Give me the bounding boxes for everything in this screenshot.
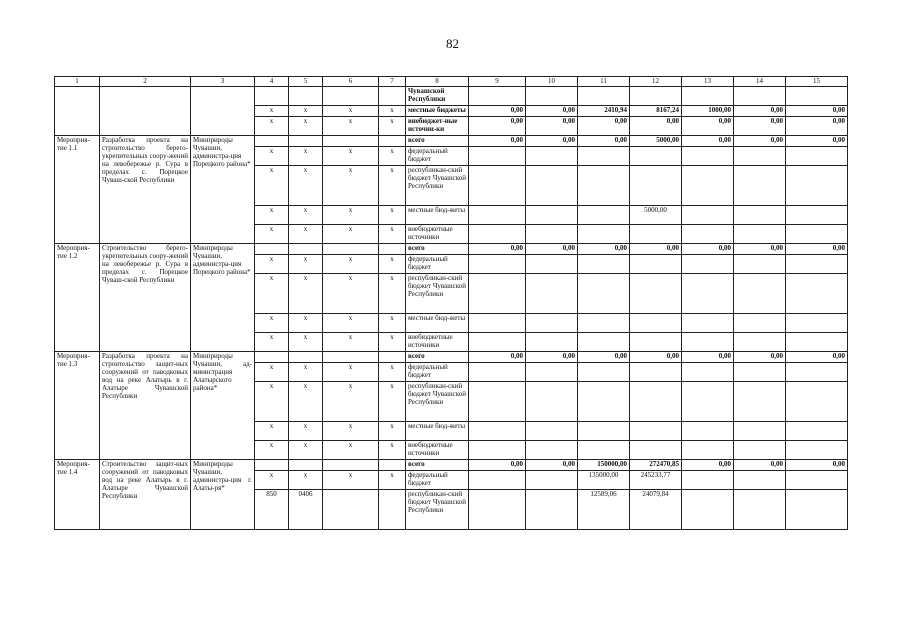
empty-cell [100,87,191,136]
amount-cell [630,363,682,382]
amount-cell [734,274,786,314]
funding-source-cell: внебюджет-ные источни-ки [406,117,469,136]
amount-cell [786,87,848,106]
amount-cell: 0,00 [526,460,578,471]
executor-cell: Минприроды Чувашии, администра-ция Порецкого района* [191,136,255,244]
table-row [55,244,848,255]
table-row [55,136,848,147]
funding-source-cell: местные бюд-жеты [406,422,469,441]
amount-cell [734,314,786,333]
code-cell: x [289,147,323,166]
funding-source-cell: внебюджетные источники [406,225,469,244]
amount-cell [682,225,734,244]
amount-cell [734,147,786,166]
amount-cell [682,441,734,460]
amount-cell: 0,00 [578,136,630,147]
amount-cell [469,274,526,314]
empty-cell [55,87,100,136]
code-cell: x [379,441,406,460]
event-name-cell: Разработка проекта на строительство берего-укрепительных соору-жений на левобережье р. Сура в пределах с. Порецкое Чуваш-ской Республики [100,136,191,244]
amount-cell: 0,00 [469,244,526,255]
amount-cell: 245233,77 [630,471,682,490]
funding-source-cell: всего [406,352,469,363]
amount-cell [526,166,578,206]
code-cell: x [323,225,379,244]
amount-cell [682,490,734,530]
amount-cell [630,441,682,460]
amount-cell: 0,00 [526,106,578,117]
amount-cell [526,333,578,352]
amount-cell [786,422,848,441]
code-cell: x [323,382,379,422]
code-cell: x [255,382,289,422]
amount-cell: 0,00 [786,136,848,147]
amount-cell [734,363,786,382]
amount-cell [786,363,848,382]
table-body [55,77,848,530]
amount-cell: 0,00 [469,352,526,363]
amount-cell: 0,00 [734,460,786,471]
code-cell: x [379,166,406,206]
code-cell [379,352,406,363]
funding-source-cell: федеральный бюджет [406,147,469,166]
column-number-7: 7 [379,77,406,87]
column-number-2: 2 [100,77,191,87]
amount-cell: 0,00 [469,106,526,117]
amount-cell [578,363,630,382]
amount-cell [682,147,734,166]
code-cell: x [379,106,406,117]
column-number-5: 5 [289,77,323,87]
amount-cell [526,274,578,314]
amount-cell [786,255,848,274]
code-cell: x [323,166,379,206]
amount-cell [786,274,848,314]
amount-cell [526,314,578,333]
code-cell: x [255,106,289,117]
code-cell: x [323,441,379,460]
amount-cell [578,225,630,244]
code-cell: x [289,314,323,333]
amount-cell [734,490,786,530]
event-name-cell: Строительство берего-укрепительных соору-жений на левобережье р. Сура в пределах с. Порецкое Чуваш-ской Республики [100,244,191,352]
code-cell: x [289,471,323,490]
code-cell [255,136,289,147]
code-cell: x [289,206,323,225]
code-cell: x [379,255,406,274]
event-name-cell: Строительство защит-ных сооружений от паводковых вод на реке Алатырь в г. Алатыре Чувашской Республики [100,460,191,530]
amount-cell: 0,00 [578,244,630,255]
amount-cell [734,441,786,460]
amount-cell: 0,00 [578,117,630,136]
code-cell: x [323,333,379,352]
funding-source-cell: местные бюджеты [406,106,469,117]
amount-cell [578,206,630,225]
amount-cell: 0,00 [734,352,786,363]
code-cell: x [255,117,289,136]
amount-cell: 0,00 [734,106,786,117]
amount-cell [469,441,526,460]
code-cell [379,87,406,106]
amount-cell: 0,00 [682,352,734,363]
code-cell: x [379,147,406,166]
code-cell: x [289,166,323,206]
amount-cell [469,422,526,441]
amount-cell: 8167,24 [630,106,682,117]
code-cell [379,490,406,530]
amount-cell [630,225,682,244]
amount-cell [682,422,734,441]
amount-cell: 0,00 [469,460,526,471]
column-number-13: 13 [682,77,734,87]
amount-cell: 0,00 [526,117,578,136]
code-cell: x [379,225,406,244]
funding-source-cell: республикан-ский бюджет Чувашской Республики [406,274,469,314]
amount-cell [469,166,526,206]
amount-cell [578,255,630,274]
code-cell: x [289,106,323,117]
amount-cell: 24079,84 [630,490,682,530]
amount-cell [786,225,848,244]
funding-source-cell: республикан-ский бюджет Чувашской Республики [406,490,469,530]
amount-cell [786,471,848,490]
amount-cell: 0,00 [786,244,848,255]
event-number-cell: Мероприя-тие 1.2 [55,244,100,352]
code-cell: x [379,274,406,314]
amount-cell [526,471,578,490]
code-cell: x [323,314,379,333]
amount-cell [734,471,786,490]
amount-cell [786,206,848,225]
code-cell: x [323,471,379,490]
amount-cell [469,147,526,166]
executor-cell: Минприроды Чувашии, администра-ция г. Алаты-ря* [191,460,255,530]
amount-cell [786,314,848,333]
code-cell: x [255,147,289,166]
code-cell [323,136,379,147]
amount-cell [578,441,630,460]
code-cell: x [379,314,406,333]
code-cell: x [379,117,406,136]
code-cell: x [255,225,289,244]
amount-cell [630,274,682,314]
code-cell: x [255,363,289,382]
column-number-12: 12 [630,77,682,87]
page-number: 82 [446,36,459,51]
event-number-cell: Мероприя-тие 1.3 [55,352,100,460]
amount-cell: 0,00 [578,352,630,363]
code-cell: x [323,106,379,117]
amount-cell [682,382,734,422]
amount-cell: 0,00 [734,117,786,136]
amount-cell [578,87,630,106]
amount-cell [526,147,578,166]
empty-cell [191,87,255,136]
code-cell [255,244,289,255]
amount-cell [682,206,734,225]
amount-cell: 135000,00 [578,471,630,490]
column-number-10: 10 [526,77,578,87]
column-number-9: 9 [469,77,526,87]
amount-cell [526,422,578,441]
amount-cell: 0,00 [786,117,848,136]
code-cell [289,244,323,255]
amount-cell: 12589,06 [578,490,630,530]
amount-cell [469,255,526,274]
code-cell: x [379,422,406,441]
code-cell [289,352,323,363]
amount-cell [469,490,526,530]
amount-cell: 0,00 [630,244,682,255]
code-cell [323,87,379,106]
code-cell: x [289,274,323,314]
amount-cell [469,87,526,106]
column-number-14: 14 [734,77,786,87]
amount-cell [786,333,848,352]
funding-source-cell: федеральный бюджет [406,363,469,382]
funding-source-cell: всего [406,244,469,255]
code-cell [289,136,323,147]
amount-cell: 0,00 [630,352,682,363]
code-cell: x [323,363,379,382]
amount-cell: 150000,00 [578,460,630,471]
amount-cell [578,382,630,422]
amount-cell [682,314,734,333]
column-number-11: 11 [578,77,630,87]
amount-cell [786,166,848,206]
amount-cell [526,382,578,422]
executor-cell: Минприроды Чувашии, администра-ция Порецкого района* [191,244,255,352]
code-cell: x [289,225,323,244]
amount-cell [630,333,682,352]
amount-cell: 5000,00 [630,136,682,147]
amount-cell [682,333,734,352]
column-number-8: 8 [406,77,469,87]
amount-cell [734,255,786,274]
amount-cell [734,333,786,352]
event-name-cell: Разработка проекта на строительство защит-ных сооружений от паводковых вод на реке Алатырь в г. Алатыре Чувашской Республики [100,352,191,460]
table-row [55,460,848,471]
code-cell [255,87,289,106]
amount-cell: 0,00 [682,136,734,147]
amount-cell [630,147,682,166]
amount-cell [469,471,526,490]
amount-cell [630,87,682,106]
funding-source-cell: местные бюд-жеты [406,314,469,333]
amount-cell [526,225,578,244]
table-row [55,352,848,363]
amount-cell [578,422,630,441]
column-number-4: 4 [255,77,289,87]
amount-cell [734,87,786,106]
code-cell: x [255,441,289,460]
code-cell: x [379,382,406,422]
funding-source-cell: внебюджетные источники [406,441,469,460]
code-cell: 0406 [289,490,323,530]
code-cell: x [255,166,289,206]
code-cell: x [289,382,323,422]
amount-cell: 0,00 [526,244,578,255]
amount-cell: 0,00 [682,244,734,255]
executor-cell: Минприроды Чувашии, ад-министрация Алатырского района* [191,352,255,460]
code-cell: x [379,333,406,352]
amount-cell [734,382,786,422]
amount-cell [526,490,578,530]
amount-cell [682,87,734,106]
code-cell: x [379,363,406,382]
amount-cell [682,363,734,382]
amount-cell [682,471,734,490]
code-cell: x [379,471,406,490]
amount-cell [526,206,578,225]
funding-source-cell: всего [406,460,469,471]
code-cell: x [323,147,379,166]
column-number-1: 1 [55,77,100,87]
code-cell [379,460,406,471]
code-cell: x [379,206,406,225]
amount-cell [630,166,682,206]
amount-cell [786,147,848,166]
amount-cell [469,363,526,382]
amount-cell [630,422,682,441]
amount-cell [786,490,848,530]
code-cell [323,460,379,471]
amount-cell [578,166,630,206]
code-cell [323,244,379,255]
code-cell [255,352,289,363]
amount-cell [526,255,578,274]
code-cell: x [323,422,379,441]
code-cell: x [289,441,323,460]
code-cell: x [323,117,379,136]
code-cell: 850 [255,490,289,530]
amount-cell [734,422,786,441]
amount-cell [786,382,848,422]
amount-cell: 0,00 [734,244,786,255]
amount-cell [630,314,682,333]
amount-cell: 0,00 [734,136,786,147]
code-cell: x [255,314,289,333]
amount-cell: 5000,00 [630,206,682,225]
amount-cell [469,333,526,352]
code-cell: x [289,255,323,274]
code-cell: x [255,333,289,352]
column-number-row [55,77,848,87]
code-cell: x [255,206,289,225]
amount-cell [469,382,526,422]
funding-source-cell: федеральный бюджет [406,471,469,490]
code-cell [255,460,289,471]
code-cell: x [289,333,323,352]
amount-cell: 1000,00 [682,106,734,117]
funding-source-cell: местные бюд-жеты [406,206,469,225]
amount-cell [734,166,786,206]
amount-cell [526,441,578,460]
amount-cell: 0,00 [469,136,526,147]
code-cell: x [289,422,323,441]
code-cell: x [255,471,289,490]
amount-cell [578,314,630,333]
amount-cell [526,87,578,106]
code-cell: x [323,206,379,225]
amount-cell [578,147,630,166]
funding-source-cell: всего [406,136,469,147]
amount-cell [578,333,630,352]
funding-source-cell: Чувашской Республики [406,87,469,106]
amount-cell [734,206,786,225]
amount-cell [469,206,526,225]
amount-cell: 0,00 [786,106,848,117]
amount-cell [630,382,682,422]
code-cell: x [255,274,289,314]
amount-cell: 0,00 [786,352,848,363]
amount-cell: 0,00 [469,117,526,136]
amount-cell: 0,00 [682,460,734,471]
amount-cell: 272470,85 [630,460,682,471]
code-cell [289,460,323,471]
amount-cell: 0,00 [630,117,682,136]
code-cell [289,87,323,106]
funding-source-cell: внебюджетные источники [406,333,469,352]
amount-cell [682,274,734,314]
amount-cell: 0,00 [786,460,848,471]
funding-source-cell: республикан-ский бюджет Чувашской Республики [406,166,469,206]
amount-cell [786,441,848,460]
code-cell: x [323,255,379,274]
amount-cell [469,314,526,333]
column-number-3: 3 [191,77,255,87]
amount-cell [526,363,578,382]
amount-cell [682,255,734,274]
code-cell [323,352,379,363]
code-cell: x [289,363,323,382]
event-number-cell: Мероприя-тие 1.4 [55,460,100,530]
amount-cell: 0,00 [682,117,734,136]
budget-table [54,76,848,530]
code-cell: x [323,274,379,314]
funding-source-cell: федеральный бюджет [406,255,469,274]
code-cell [379,244,406,255]
column-number-6: 6 [323,77,379,87]
amount-cell: 2410,94 [578,106,630,117]
code-cell: x [255,422,289,441]
amount-cell [469,225,526,244]
code-cell: x [289,117,323,136]
code-cell: x [255,255,289,274]
column-number-15: 15 [786,77,848,87]
funding-source-cell: республикан-ский бюджет Чувашской Республики [406,382,469,422]
amount-cell [630,255,682,274]
amount-cell [734,225,786,244]
code-cell [323,490,379,530]
amount-cell: 0,00 [526,352,578,363]
amount-cell [578,274,630,314]
table-row [55,87,848,106]
amount-cell [682,166,734,206]
amount-cell: 0,00 [526,136,578,147]
event-number-cell: Мероприя-тие 1.1 [55,136,100,244]
code-cell [379,136,406,147]
